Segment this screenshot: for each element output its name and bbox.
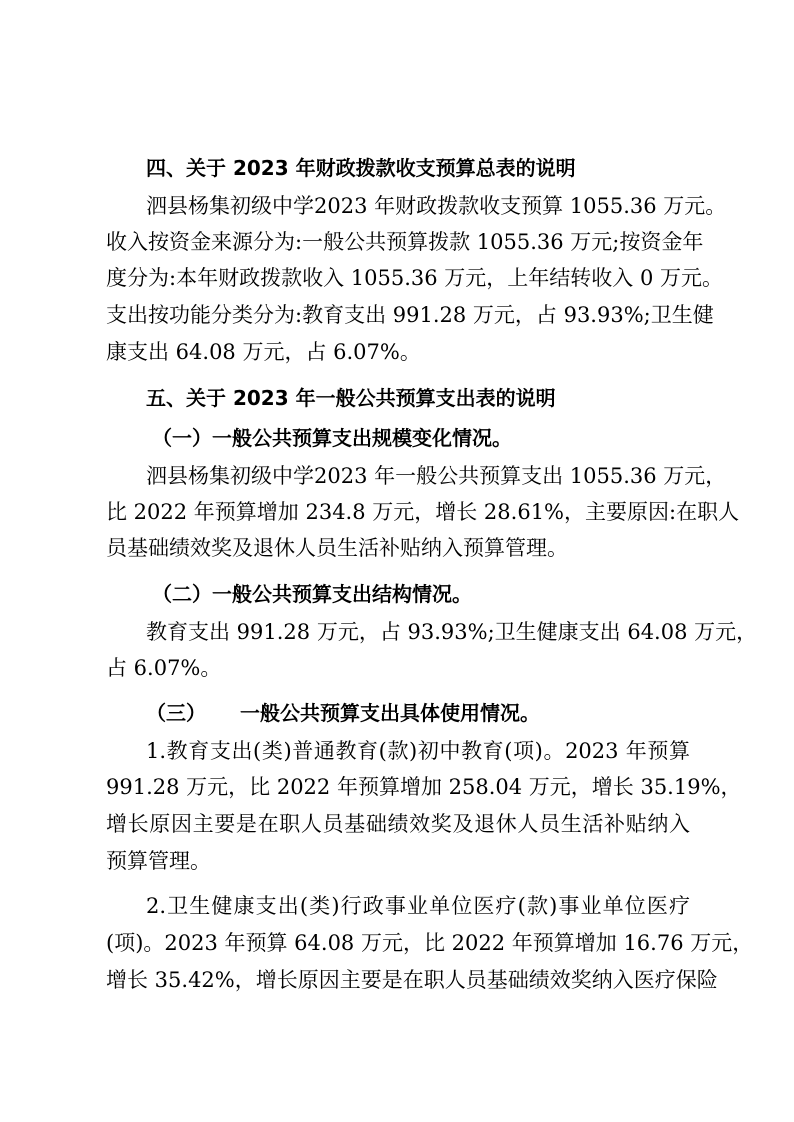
paragraph-line: 占 6.07%。 [106, 656, 222, 680]
paragraph-line: 康支出 64.08 万元，占 6.07%。 [106, 340, 421, 364]
paragraph-line: 收入按资金来源分为:一般公共预算拨款 1055.36 万元;按资金年 [106, 230, 704, 254]
list-item-line: 预算管理。 [106, 849, 211, 873]
list-item-line: 增长 35.42%，增长原因主要是在职人员基础绩效奖纳入医疗保险 [106, 968, 718, 992]
list-item-line: 1.教育支出(类)普通教育(款)初中教育(项)。2023 年预算 [146, 739, 690, 763]
paragraph-line: 泗县杨集初级中学2023 年一般公共预算支出 1055.36 万元， [146, 464, 727, 488]
paragraph-line: 泗县杨集初级中学2023 年财政拨款收支预算 1055.36 万元。 [146, 194, 727, 218]
subsection-3-heading: 一般公共预算支出具体使用情况。 [240, 701, 540, 725]
subsection-1-heading: （一）一般公共预算支出规模变化情况。 [152, 426, 512, 450]
section-5-heading: 五、关于 2023 年一般公共预算支出表的说明 [146, 386, 556, 410]
subsection-2-heading: （二）一般公共预算支出结构情况。 [152, 582, 472, 606]
paragraph-line: 度分为:本年财政拨款收入 1055.36 万元，上年结转收入 0 万元。 [106, 266, 723, 290]
subsection-3-number: （三） [146, 701, 206, 725]
paragraph-line: 教育支出 991.28 万元，占 93.93%;卫生健康支出 64.08 万元， [146, 620, 758, 644]
list-item-line: 991.28 万元，比 2022 年预算增加 258.04 万元，增长 35.19%， [106, 775, 742, 799]
section-4-heading: 四、关于 2023 年财政拨款收支预算总表的说明 [146, 156, 576, 180]
paragraph-line: 比 2022 年预算增加 234.8 万元，增长 28.61%，主要原因:在职人 [106, 500, 740, 524]
list-item-line: 增长原因主要是在职人员基础绩效奖及退休人员生活补贴纳入 [106, 812, 690, 836]
paragraph-line: 支出按功能分类分为:教育支出 991.28 万元，占 93.93%;卫生健 [106, 303, 714, 327]
paragraph-line: 员基础绩效奖及退休人员生活补贴纳入预算管理。 [106, 536, 568, 560]
list-item-line: (项)。2023 年预算 64.08 万元，比 2022 年预算增加 16.76 万元， [106, 931, 754, 955]
list-item-line: 2.卫生健康支出(类)行政事业单位医疗(款)事业单位医疗 [146, 894, 690, 918]
